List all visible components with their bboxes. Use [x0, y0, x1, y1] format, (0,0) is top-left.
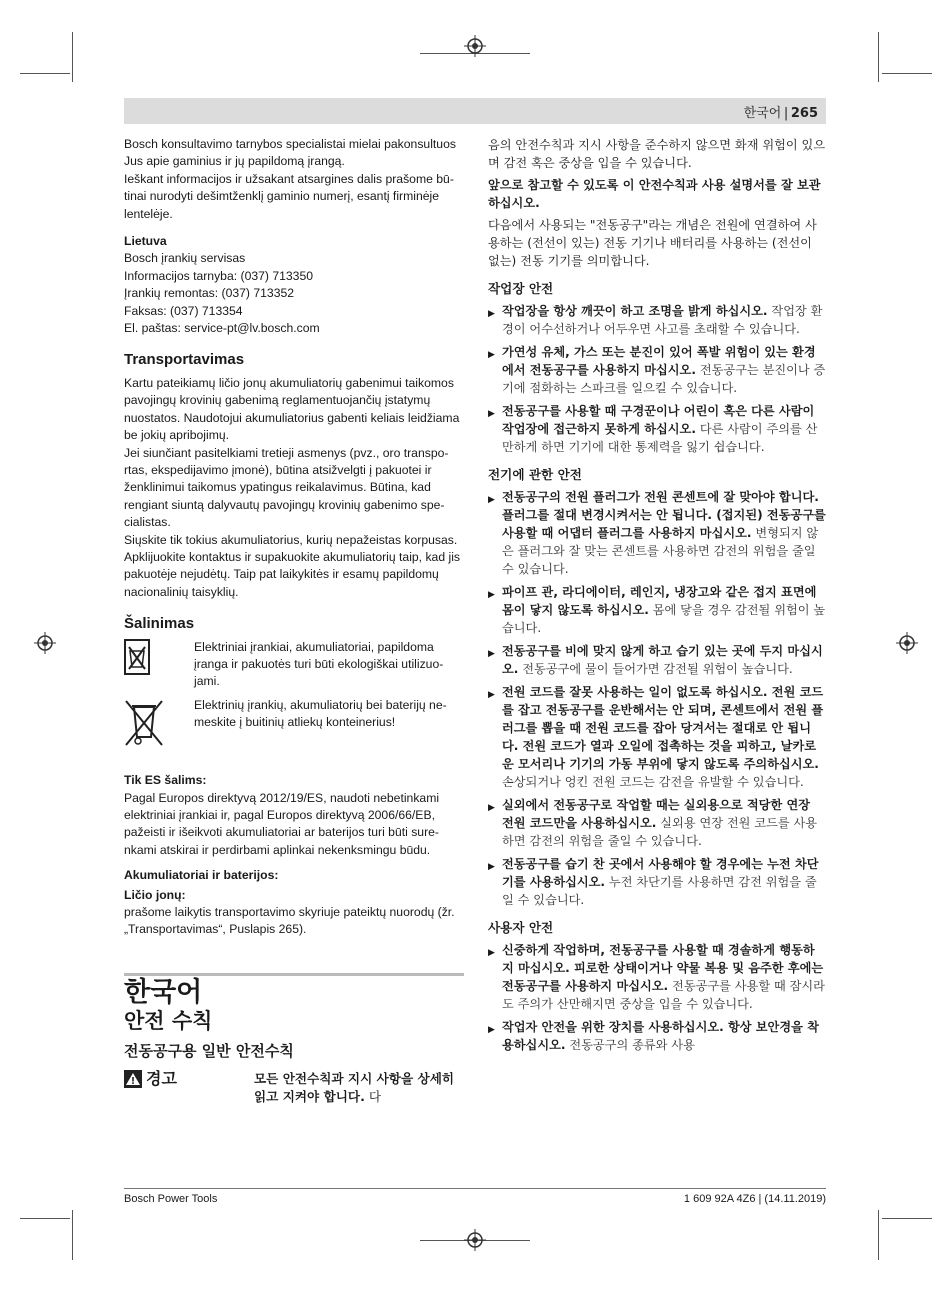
body-paragraph: Siųskite tik tokius akumuliatorius, kurių nepažeistas korpusas. Apklijuokite kontaktus ir supakuokite akumuliatorių taip, kad jis pakuotėje nejudėtų. Taip pat laikykitės ir esamų papildomų nacionalinių taisyklių. — [124, 532, 461, 599]
language-title: 한국어 — [124, 973, 464, 1001]
crop-mark — [20, 73, 70, 74]
registration-mark-icon — [34, 632, 56, 654]
disposal-row — [124, 697, 464, 752]
bullet-triangle-icon: ▶ — [488, 590, 495, 600]
registration-mark-icon — [464, 35, 486, 57]
list-item: ▶ 전동공구를 습기 찬 곳에서 사용해야 할 경우에는 누전 차단기를 사용하십시오. 누전 차단기를 사용하면 감전 위험을 줄일 수 있습니다. — [488, 857, 819, 907]
contact-line: Bosch įrankių servisas — [124, 251, 246, 266]
warning-triangle-icon — [124, 1070, 142, 1088]
subsection-heading: Tik ES šalims: — [124, 773, 207, 788]
body-paragraph: Jei siunčiant pasitelkiami tretieji asmenys (pvz., oro transportas, ekspedijavimo įmonė), būtina atsižvelgti į pakuotei ir ženklinimui taikomus ypatingus reikalavimus. Būtina, kad rengiant siuntą dalyvautų pavojingų krovinių gabenimo specialistas. — [124, 445, 449, 530]
page-number: 265 — [790, 106, 818, 121]
section-heading: 사용자 안전 — [488, 920, 554, 935]
bullet-triangle-icon: ▶ — [488, 649, 495, 659]
footer-divider — [124, 1188, 826, 1189]
crop-mark — [72, 32, 73, 82]
right-column — [488, 136, 826, 1059]
registration-mark-icon — [464, 1229, 486, 1251]
list-item: ▶ 전동공구를 사용할 때 구경꾼이나 어린이 혹은 다른 사람이 작업장에 접근하지 못하게 하십시오. 다른 사람이 주의를 산만하게 하면 기기에 대한 통제력을 잃기 쉽습니다. — [488, 404, 818, 454]
no-trash-bin-icon — [124, 639, 150, 675]
intro-paragraph: Bosch konsultavimo tarnybos specialistai mielai pakonsultuos Jus apie gaminius ir jų papildomą įrangą. — [124, 137, 456, 169]
warning-bold-text: 모든 안전수칙과 지시 사항을 상세히 읽고 지켜야 합니다. — [254, 1071, 455, 1105]
section-heading: Transportavimas — [124, 351, 245, 369]
body-paragraph: Pagal Europos direktyvą 2012/19/ES, naudoti nebetinkami elektriniai įrankiai ir, pagal Europos direktyvą 2006/66/EB, pažeisti ir išeikvoti akumuliatoriai ar baterijos turi būti surenkami atskirai ir perdirbami aplinkai nekenksmingu būdu. — [124, 790, 440, 857]
bullet-triangle-icon: ▶ — [488, 862, 495, 872]
footer-brand: Bosch Power Tools — [124, 1193, 218, 1205]
list-item: ▶ 작업장을 항상 깨끗이 하고 조명을 밝게 하십시오. 작업장 환경이 어수선하거나 어두우면 사고를 초래할 수 있습니다. — [488, 304, 823, 336]
crop-mark — [72, 1210, 73, 1260]
registration-mark-icon — [896, 632, 918, 654]
list-item: ▶ 실외에서 전동공구로 작업할 때는 실외용으로 적당한 연장 전원 코드만을 사용하십시오. 실외용 연장 전원 코드를 사용하면 감전의 위험을 줄일 수 있습니다. — [488, 798, 818, 848]
bullet-triangle-icon: ▶ — [488, 948, 495, 958]
contact-line: Įrankių remontas: (037) 713352 — [124, 286, 295, 301]
safety-title: 안전 수칙 — [124, 1009, 213, 1034]
bullet-triangle-icon: ▶ — [488, 309, 495, 319]
warning-tail-text: 다 — [364, 1089, 382, 1105]
crop-mark — [882, 73, 932, 74]
crop-mark — [20, 1218, 70, 1219]
country-heading: Lietuva — [124, 234, 167, 249]
keep-instructions: 앞으로 참고할 수 있도록 이 안전수칙과 사용 설명서를 잘 보관하십시오. — [488, 178, 821, 210]
footer-docnumber: 1 609 92A 4Z6 | (14.11.2019) — [683, 1193, 826, 1205]
bullet-triangle-icon: ▶ — [488, 495, 495, 505]
list-item: ▶ 전동공구를 비에 맞지 않게 하고 습기 있는 곳에 두지 마십시오. 전동공구에 물이 들어가면 감전될 위험이 높습니다. — [488, 644, 823, 676]
list-item: ▶ 전원 코드를 잘못 사용하는 일이 없도록 하십시오. 전원 코드를 잡고 전동공구를 운반해서는 안 되며, 콘센트에서 전원 플러그를 뽑을 때 전원 코드를 잡아 당겨서는 절대로 안 됩니다. 전원 코드가 열과 오일에 접촉하는 것을 피하고, 날카로운 모서리나 기기의 가동 부위에 닿지 않도록 주의하십시오. 손상되거나 엉킨 전원 코드는 감전을 유발할 수 있습니다. — [488, 685, 824, 789]
general-safety-heading: 전동공구용 일반 안전수칙 — [124, 1041, 294, 1060]
page-header — [124, 98, 826, 124]
contact-line: Informacijos tarnyba: (037) 713350 — [124, 268, 314, 283]
disposal-text: Elektrinių įrankių, akumuliatorių bei baterijų nemeskite į buitinių atliekų konteinerius! — [194, 697, 447, 730]
contact-block — [124, 250, 464, 337]
warning-label: 경고 — [146, 1069, 177, 1089]
definition-paragraph: 다음에서 사용되는 "전동공구"라는 개념은 전원에 연결하여 사용하는 (전선이 있는) 전동 기기나 배터리를 사용하는 (전선이 없는) 전동 기기를 의미합니다. — [488, 218, 817, 268]
disposal-text: Elektriniai įrankiai, akumuliatoriai, papildoma įranga ir pakuotės turi būti ekologiškai utilizuojami. — [194, 639, 444, 689]
section-heading: 작업장 안전 — [488, 281, 554, 296]
body-paragraph: 음의 안전수칙과 지시 사항을 준수하지 않으면 화재 위험이 있으며 감전 혹은 중상을 입을 수 있습니다. — [488, 138, 826, 170]
crop-mark — [882, 1218, 932, 1219]
section-heading: 전기에 관한 안전 — [488, 467, 582, 482]
header-label: 한국어 | 265 — [743, 106, 818, 121]
body-paragraph: Kartu pateikiamų ličio jonų akumuliatorių gabenimui taikomos pavojingų krovinių gabenimą reglamentuojančių įstatymų nuostatos. Naudotojui akumuliatorius gabenti keliais leidžiama be jokių apribojimų. — [124, 375, 460, 443]
crossed-wheelie-bin-icon — [124, 697, 164, 747]
crop-mark — [878, 1210, 879, 1260]
list-item: ▶ 전동공구의 전원 플러그가 전원 콘센트에 잘 맞아야 합니다. 플러그를 절대 변경시켜서는 안 됩니다. (접지된) 전동공구를 사용할 때 어댑터 플러그를 사용하지 마십시오. 변형되지 않은 플러그와 잘 맞는 콘센트를 사용하면 감전의 위험을 줄일 수 있습니다. — [488, 490, 826, 576]
list-item: ▶ 신중하게 작업하며, 전동공구를 사용할 때 경솔하게 행동하지 마십시오. 피로한 상태이거나 약물 복용 및 음주한 후에는 전동공구를 사용하지 마십시오. 전동공구를 사용할 때 잠시라도 주의가 산만해지면 중상을 입을 수 있습니다. — [488, 943, 825, 1011]
bullet-triangle-icon: ▶ — [488, 350, 495, 360]
section-heading: Šalinimas — [124, 615, 195, 633]
list-item: ▶ 작업자 안전을 위한 장치를 사용하십시오. 항상 보안경을 착용하십시오. 전동공구의 종류와 사용 — [488, 1020, 819, 1052]
header-language: 한국어 — [743, 106, 782, 121]
left-column — [124, 136, 464, 1106]
bullet-triangle-icon: ▶ — [488, 409, 495, 419]
subsection-heading: Akumuliatoriai ir baterijos: — [124, 868, 279, 883]
contact-line: El. paštas: service-pt@lv.bosch.com — [124, 321, 320, 336]
list-item: ▶ 가연성 유체, 가스 또는 분진이 있어 폭발 위험이 있는 환경에서 전동공구를 사용하지 마십시오. 전동공구는 분진이나 증기에 점화하는 스파크를 일으킬 수 있습니다. — [488, 345, 826, 395]
crop-mark — [878, 32, 879, 82]
intro-paragraph: Ieškant informacijos ir užsakant atsargines dalis prašome būtinai nurodyti dešimtženklį gaminio numerį, esantį firminėje lentelėje. — [124, 171, 454, 221]
bullet-triangle-icon: ▶ — [488, 803, 495, 813]
disposal-row — [124, 639, 464, 691]
subsection-heading: Ličio jonų: — [124, 887, 186, 902]
body-paragraph: prašome laikytis transportavimo skyriuje pateiktų nuorodų (žr. „Transportavimas“, Puslapis 265). — [124, 905, 455, 937]
bullet-triangle-icon: ▶ — [488, 1025, 495, 1035]
list-item: ▶ 파이프 관, 라디에이터, 레인지, 냉장고와 같은 접지 표면에 몸이 닿지 않도록 하십시오. 몸에 닿을 경우 감전될 위험이 높습니다. — [488, 585, 826, 635]
bullet-triangle-icon: ▶ — [488, 690, 495, 700]
contact-line: Faksas: (037) 713354 — [124, 303, 243, 318]
warning-block — [124, 1070, 464, 1106]
